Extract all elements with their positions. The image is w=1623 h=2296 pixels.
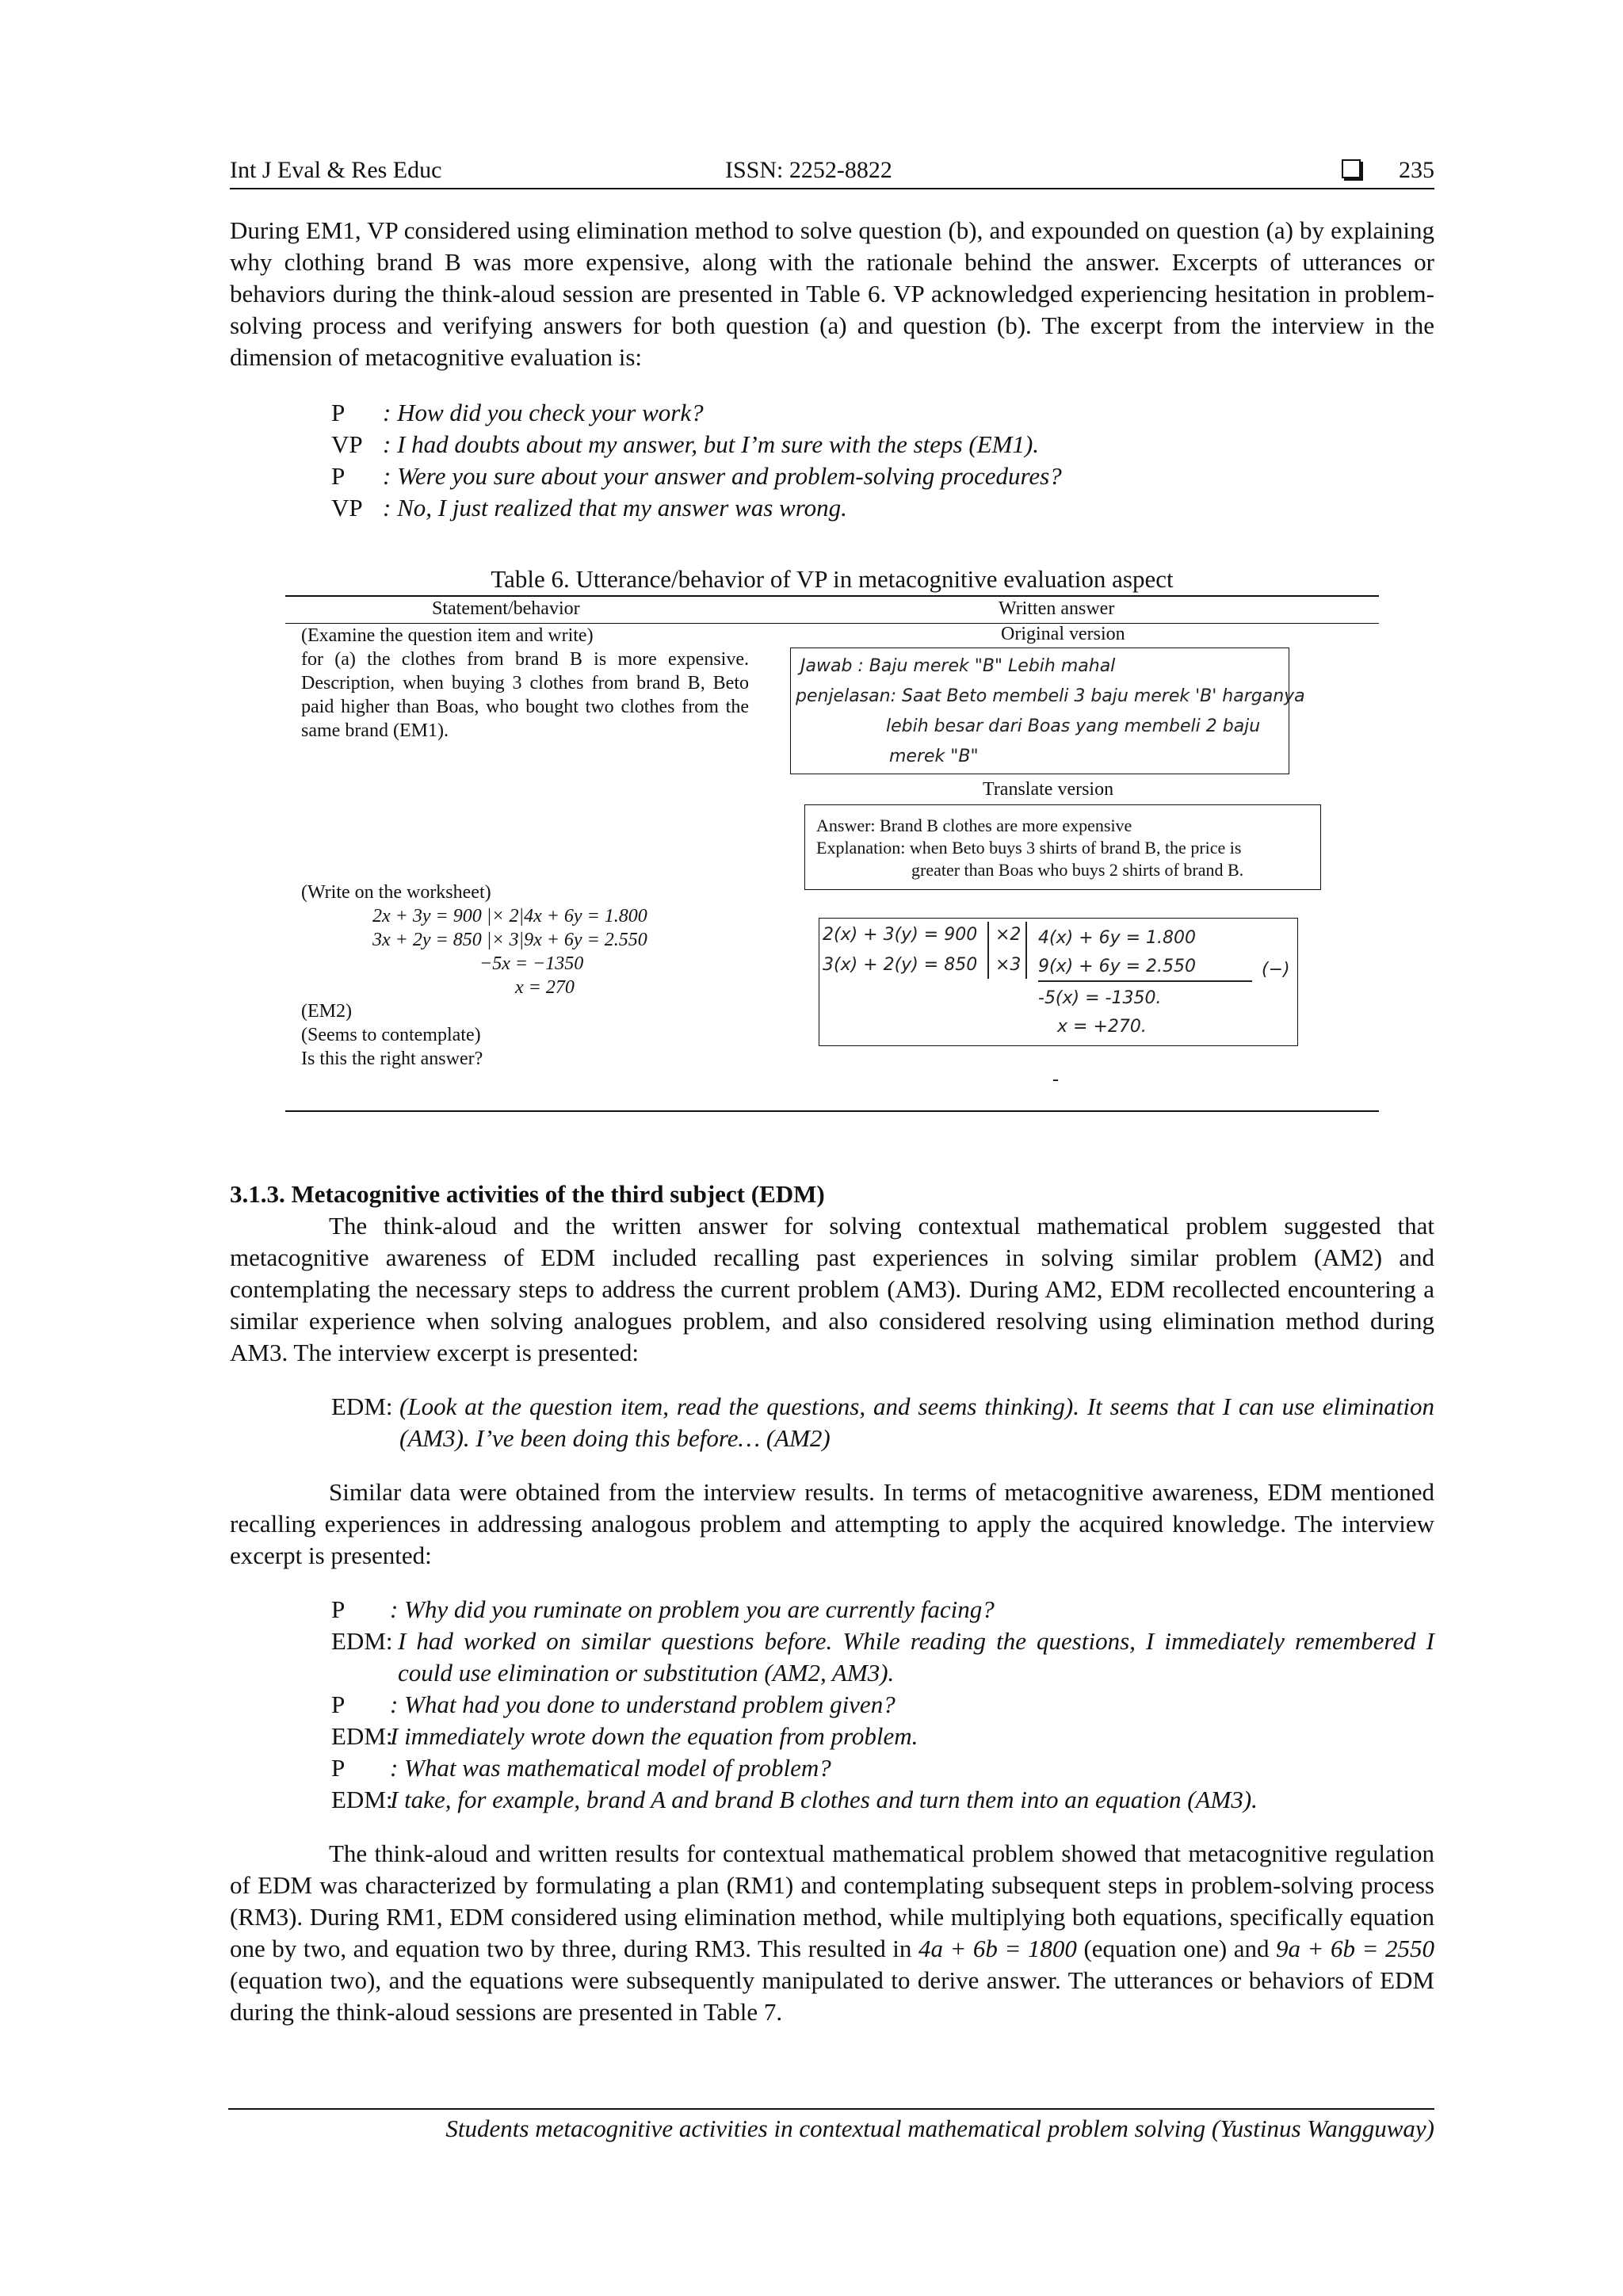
paragraph: The think-aloud and the written answer for solving contextual mathematical problem suggested that metacognitive awareness of EDM included recalling past experiences in solving similar problem (AM2) and contemplating the necessary steps to address the current problem (AM3). During AM2, EDM recollected encountering a similar experience when solving analogues problem, and also considered resolving using elimination method during AM3. The interview excerpt is presented: [230, 1212, 1434, 1366]
paragraph: Similar data were obtained from the interview results. In terms of metacognitive awareness, EDM mentioned recalling experiences in addressing analogous problem and attempting to apply the acquired knowledge. The interview excerpt is presented: [230, 1478, 1434, 1569]
page-body [230, 155, 1434, 2028]
handwritten-worksheet-image: 2(x) + 3(y) = 900 3(x) + 2(y) = 850 ×2 ×3 4(x) + 6y = 1.800 9(x) + 6y = 2.550 (−) -5(x) = -1350. x = +270. [819, 918, 1298, 1046]
dialog-line: EDM: I take, for example, brand A and brand B clothes and turn them into an equation (AM3). [331, 1786, 1258, 1813]
intro-paragraph: During EM1, VP considered using elimination method to solve question (b), and expounded on question (a) by explaining why clothing brand B was more expensive, along with the rationale behind the answer. Excerpts of utterances or behaviors during the think-aloud session are presented in Table 6. VP acknowledged experiencing hesitation in problem-solving process and verifying answers for both question (a) and question (b). The excerpt from the interview in the dimension of metacognitive evaluation is: [230, 216, 1434, 371]
think-aloud-quote: EDM: (Look at the question item, read the questions, and seems thinking). It seems that I can use elimination (AM3). I’ve been doing this before… (AM2) [331, 1392, 1434, 1452]
translated-answer-box: Answer: Brand B clothes are more expensive Explanation: when Beto buys 3 shirts of brand B, the price is greater than Boas who buys 2 shirts of brand B. [804, 804, 1321, 890]
interview-excerpt-edm [331, 1594, 1434, 1816]
square-bullet-icon [1342, 159, 1361, 178]
table-6-caption: Table 6. Utterance/behavior of VP in metacognitive evaluation aspect [491, 565, 1174, 593]
section-heading-3-1-3: 3.1.3. Metacognitive activities of the third subject (EDM) [230, 1180, 825, 1208]
statement-row-1: for (a) the clothes from brand B is more expensive. Description, when buying 3 clothes from brand B, Beto paid higher than Boas, who bought two clothes from the same brand (EM1). [301, 649, 749, 741]
dialog-line: VP : No, I just realized that my answer was wrong. [331, 494, 847, 521]
original-version-label: Original version [1001, 624, 1125, 644]
running-footer: Students metacognitive activities in contextual mathematical problem solving (Yustinus Wangguway) [228, 2108, 1434, 2145]
page-number-group [1342, 155, 1434, 186]
table-header-written-answer: Written answer [999, 598, 1115, 619]
ink-stroke [987, 922, 989, 979]
interview-excerpt-vp [331, 397, 1434, 524]
table-header-statement: Statement/behavior [432, 598, 580, 619]
handwritten-answer-image: Jawab : Baju merek "B" Lebih mahal penjelasan: Saat Beto membeli 3 baju merek 'B' harganya lebih besar dari Boas yang membeli 2 baju merek "B" [790, 648, 1289, 774]
equation-line: 3x + 2y = 850 |× 3|9x + 6y = 2.550 [372, 930, 647, 950]
paragraph: The think-aloud and written results for contextual mathematical problem showed that metacognitive regulation of EDM was characterized by formulating a plan (RM1) and contemplating subsequent steps in problem-solving process (RM3). During RM1, EDM considered using elimination method, while multiplying both equations, specifically equation one by two, and equation two by three, during RM3. This resulted in 4a + 6b = 1800 (equation one) and 9a + 6b = 2550 (equation two), and the equations were subsequently manipulated to derive answer. The utterances or behaviors of EDM during the think-aloud sessions are presented in Table 7. [230, 1839, 1434, 2026]
dialog-line: P : What was mathematical model of problem? [331, 1754, 831, 1782]
inline-equation: 9a + 6b = 2550 [1276, 1935, 1434, 1962]
ink-stroke [1038, 980, 1252, 982]
dialog-line: P : How did you check your work? [331, 399, 704, 426]
no-written-answer: - [1052, 1069, 1059, 1090]
page-number: 235 [1399, 157, 1434, 183]
equation-line: x = 270 [515, 977, 575, 998]
dialog-line: P : Were you sure about your answer and problem-solving procedures? [331, 462, 1062, 490]
running-header [230, 155, 1434, 189]
equation-line: −5x = −1350 [479, 953, 584, 974]
dialog-line: P : What had you done to understand problem given? [331, 1690, 896, 1718]
dialog-line: P : Why did you ruminate on problem you are currently facing? [331, 1595, 995, 1623]
dialog-line: EDM: I had worked on similar questions before. While reading the questions, I immediately remembered I could use elimination or substitution (AM2, AM3). [331, 1627, 1434, 1687]
journal-name: Int J Eval & Res Educ [230, 157, 442, 183]
table-6 [285, 595, 1379, 1112]
inline-equation: 4a + 6b = 1800 [918, 1935, 1077, 1962]
dialog-line: VP : I had doubts about my answer, but I’m sure with the steps (EM1). [331, 430, 1040, 458]
translate-version-label: Translate version [983, 779, 1114, 800]
dialog-line: EDM: I immediately wrote down the equation from problem. [331, 1722, 918, 1750]
equation-line: 2x + 3y = 900 |× 2|4x + 6y = 1.800 [372, 906, 647, 926]
ink-stroke [1025, 922, 1027, 979]
statement-column: (Examine the question item and write) for (a) the clothes from brand B is more expensive. Description, when buying 3 clothes from brand B, Beto paid higher than Boas, who bought two clothes from the same brand (EM1). (Write on the worksheet) 2x + 3y = 900 |× 2|4x + 6y = 1.800 3x + 2y = 850 |× 3|9x + 6y = 2.550 −5x = −1350 x = 270 (EM2) (Seems to contemplate) Is this the right answer? [301, 625, 749, 1069]
issn: ISSN: 2252-8822 [725, 157, 892, 183]
